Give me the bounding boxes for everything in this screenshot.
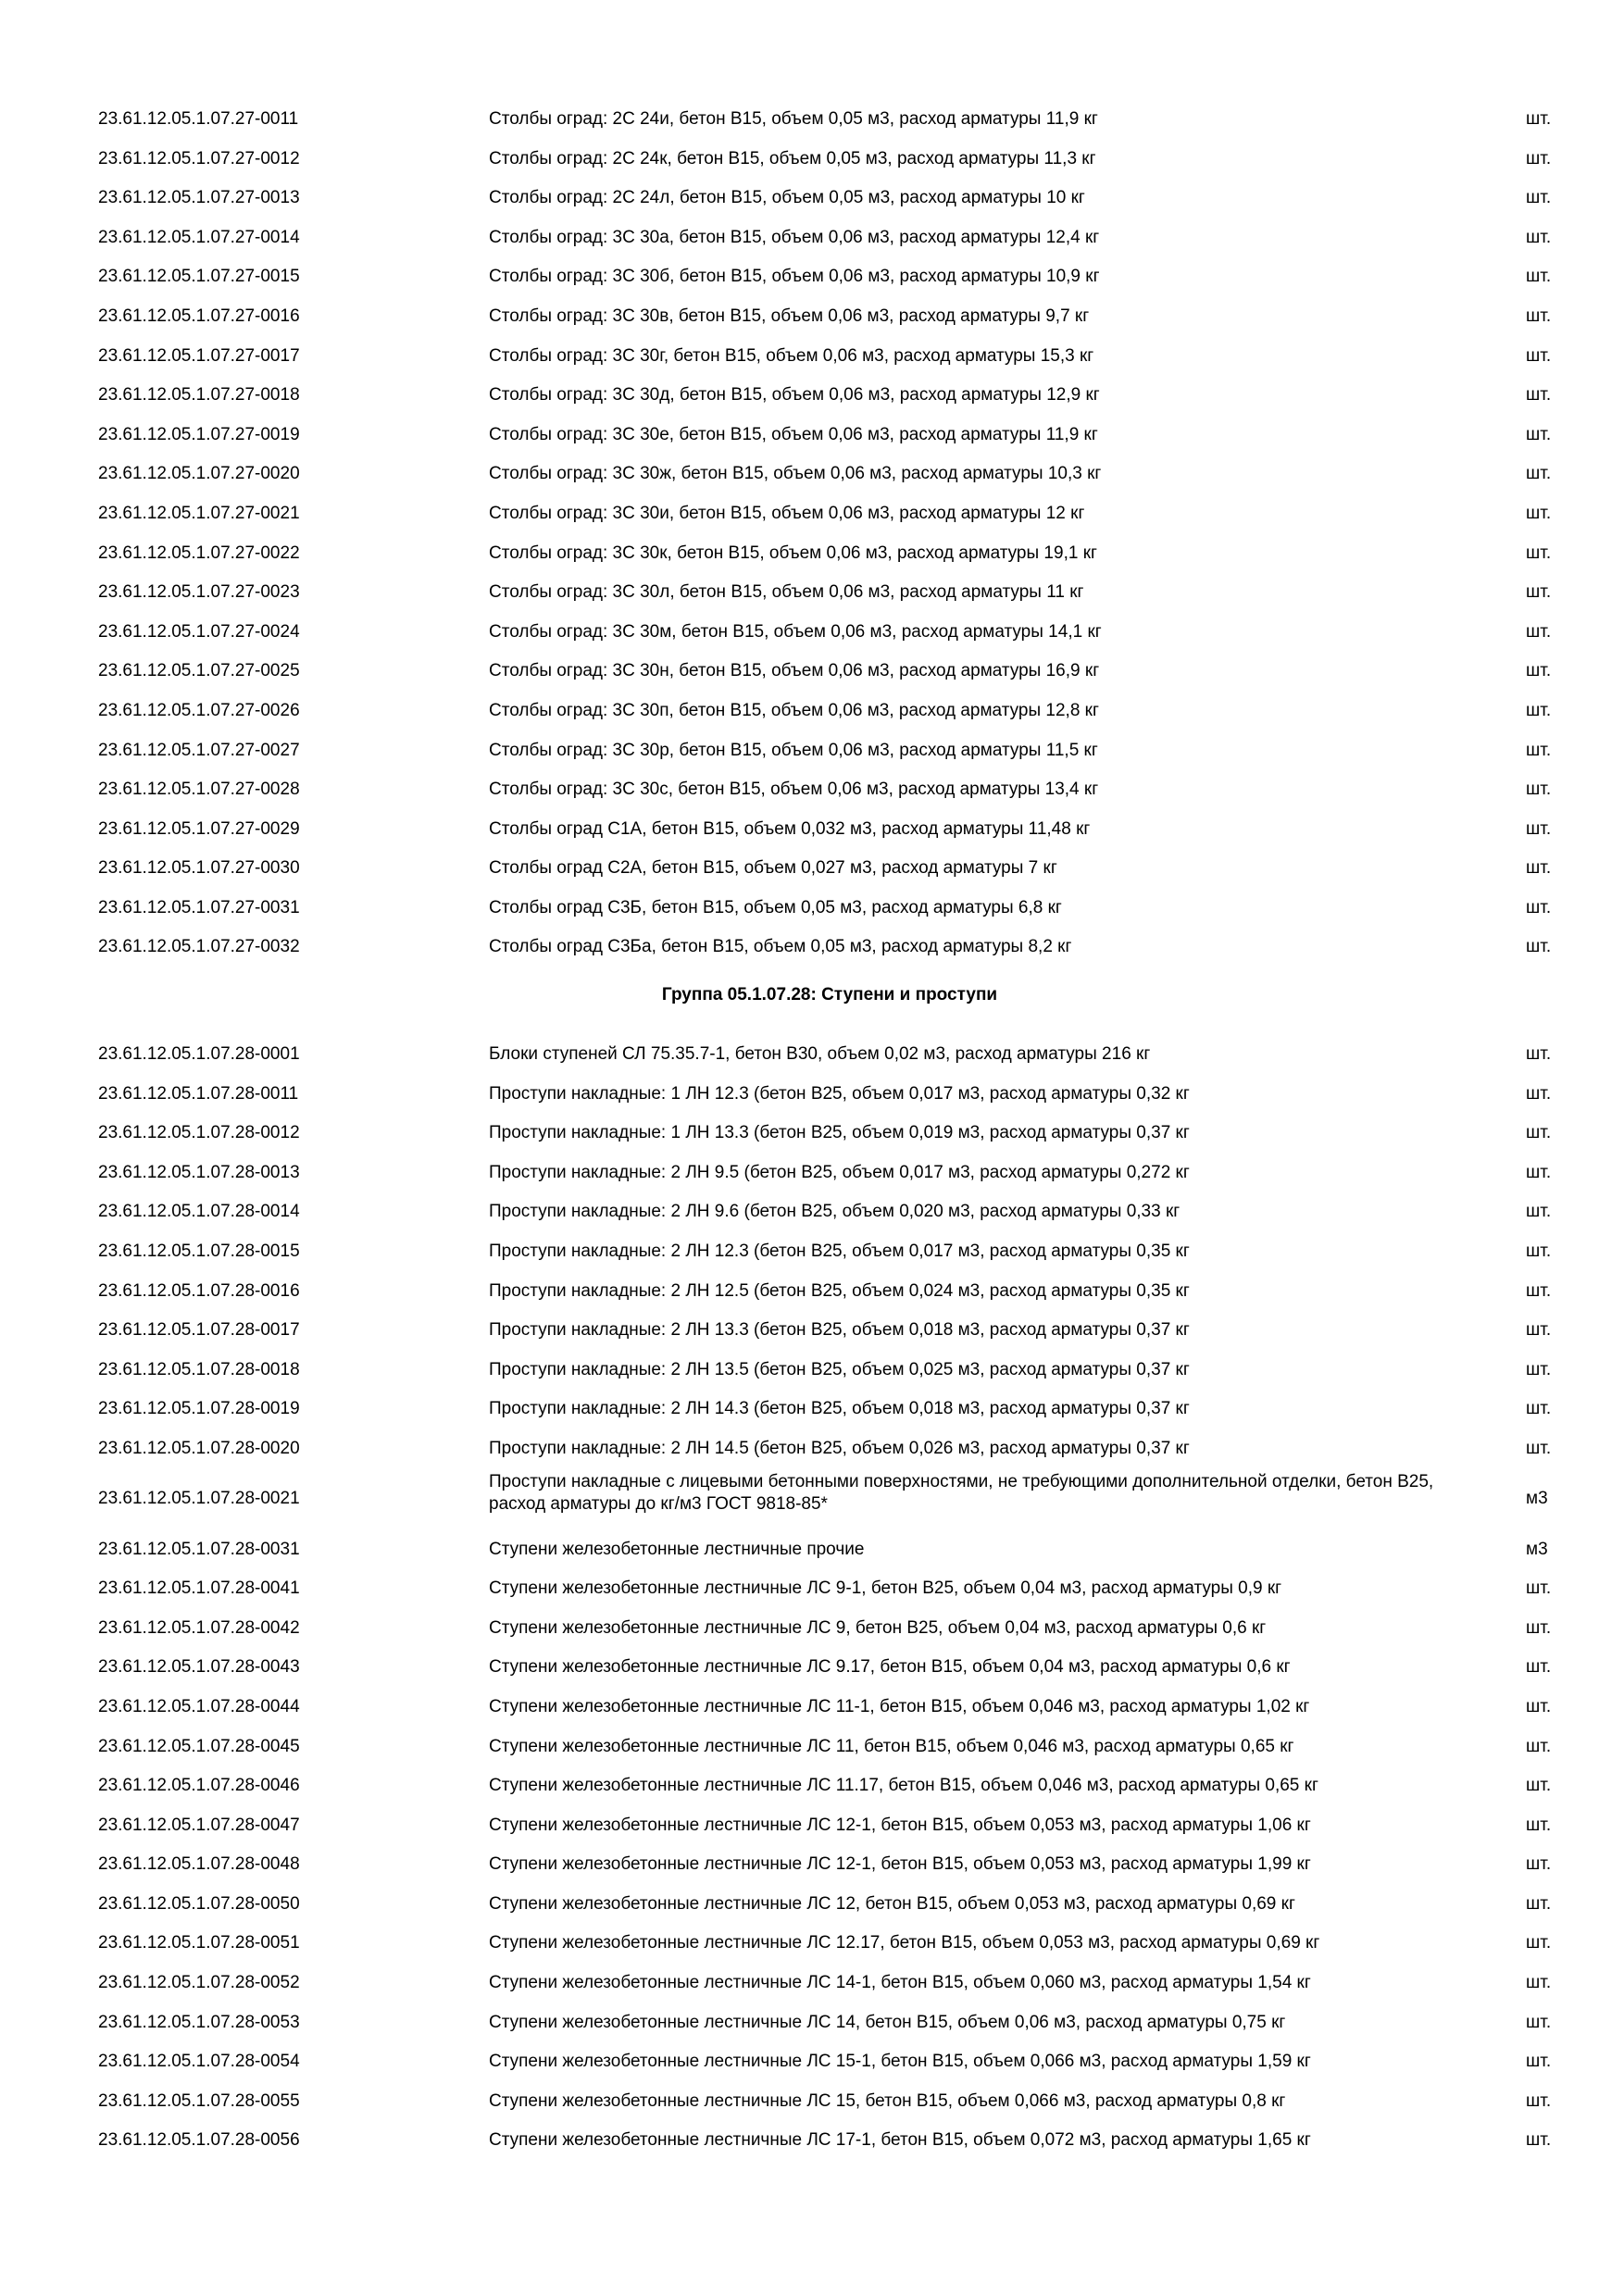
table-row bbox=[98, 2081, 1561, 2121]
table-row bbox=[98, 415, 1561, 455]
resource-name: Столбы оград: 3С 30а, бетон В15, объем 0,06 м3, расход арматуры 12,4 кг bbox=[489, 227, 1100, 247]
resource-code: 23.61.12.05.1.07.28-0051 bbox=[98, 1933, 300, 1953]
resource-code: 23.61.12.05.1.07.28-0053 bbox=[98, 2012, 300, 2032]
resource-unit: шт. bbox=[1526, 1320, 1552, 1341]
resource-name: Проступи накладные: 2 ЛН 14.3 (бетон В25, объем 0,018 м3, расход арматуры 0,37 кг bbox=[489, 1399, 1190, 1419]
resource-unit: шт. bbox=[1526, 1399, 1552, 1419]
resource-unit: шт. bbox=[1526, 2052, 1552, 2072]
group-heading-28 bbox=[98, 965, 1561, 1033]
resource-unit: шт. bbox=[1526, 621, 1552, 642]
resource-code: 23.61.12.05.1.07.28-0015 bbox=[98, 1241, 300, 1261]
table-row bbox=[98, 691, 1561, 730]
table-row bbox=[98, 1271, 1561, 1311]
resource-code: 23.61.12.05.1.07.27-0027 bbox=[98, 740, 300, 760]
resource-code: 23.61.12.05.1.07.28-0021 bbox=[98, 1488, 300, 1508]
resource-unit: шт. bbox=[1526, 897, 1552, 917]
resource-unit: шт. bbox=[1526, 780, 1552, 800]
resource-name: Столбы оград С3Б, бетон В15, объем 0,05 м3, расход арматуры 6,8 кг bbox=[489, 897, 1062, 917]
table-row bbox=[98, 2120, 1561, 2160]
table-row bbox=[98, 1153, 1561, 1192]
resource-unit: шт. bbox=[1526, 1736, 1552, 1756]
resource-code: 23.61.12.05.1.07.27-0019 bbox=[98, 424, 300, 444]
resource-name: Столбы оград С2А, бетон В15, объем 0,027 м3, расход арматуры 7 кг bbox=[489, 858, 1057, 879]
resource-unit: шт. bbox=[1526, 1854, 1552, 1875]
table-row bbox=[98, 1192, 1561, 1231]
resource-code: 23.61.12.05.1.07.28-0012 bbox=[98, 1123, 300, 1143]
resource-unit: шт. bbox=[1526, 1933, 1552, 1953]
resource-name: Ступени железобетонные лестничные ЛС 9.17, бетон В15, объем 0,04 м3, расход арматуры 0,6 кг bbox=[489, 1657, 1291, 1678]
table-row bbox=[98, 1647, 1561, 1687]
table-row bbox=[98, 1963, 1561, 2003]
resource-name: Ступени железобетонные лестничные ЛС 12-1, бетон В15, объем 0,053 м3, расход арматуры 1,99 кг bbox=[489, 1854, 1311, 1875]
resource-code: 23.61.12.05.1.07.27-0018 bbox=[98, 385, 300, 406]
resource-name: Столбы оград: 2С 24и, бетон В15, объем 0,05 м3, расход арматуры 11,9 кг bbox=[489, 109, 1098, 129]
resource-name: Столбы оград: 3С 30е, бетон В15, объем 0,06 м3, расход арматуры 11,9 кг bbox=[489, 424, 1098, 444]
table-row bbox=[98, 218, 1561, 257]
resource-name: Ступени железобетонные лестничные ЛС 12, бетон В15, объем 0,053 м3, расход арматуры 0,69 кг bbox=[489, 1893, 1295, 1914]
table-row bbox=[98, 1074, 1561, 1114]
table-row bbox=[98, 1923, 1561, 1963]
resource-code: 23.61.12.05.1.07.27-0022 bbox=[98, 543, 300, 563]
resource-unit: шт. bbox=[1526, 582, 1552, 603]
table-row bbox=[98, 336, 1561, 376]
resource-name: Столбы оград: 3С 30с, бетон В15, объем 0,06 м3, расход арматуры 13,4 кг bbox=[489, 780, 1099, 800]
resource-unit: шт. bbox=[1526, 345, 1552, 366]
resource-code: 23.61.12.05.1.07.28-0018 bbox=[98, 1359, 300, 1379]
resource-code: 23.61.12.05.1.07.28-0016 bbox=[98, 1280, 300, 1301]
resource-code: 23.61.12.05.1.07.28-0019 bbox=[98, 1399, 300, 1419]
resource-name: Столбы оград: 3С 30д, бетон В15, объем 0,06 м3, расход арматуры 12,9 кг bbox=[489, 385, 1100, 406]
resource-code: 23.61.12.05.1.07.28-0001 bbox=[98, 1044, 300, 1064]
resource-name: Проступи накладные: 2 ЛН 9.5 (бетон В25, объем 0,017 м3, расход арматуры 0,272 кг bbox=[489, 1162, 1190, 1182]
resource-code: 23.61.12.05.1.07.27-0025 bbox=[98, 661, 300, 681]
resource-unit: шт. bbox=[1526, 227, 1552, 247]
resource-code: 23.61.12.05.1.07.27-0021 bbox=[98, 503, 300, 523]
resource-name: Проступи накладные: 2 ЛН 13.3 (бетон В25, объем 0,018 м3, расход арматуры 0,37 кг bbox=[489, 1320, 1190, 1341]
resource-name: Проступи накладные: 2 ЛН 9.6 (бетон В25, объем 0,020 м3, расход арматуры 0,33 кг bbox=[489, 1202, 1181, 1222]
resource-unit: шт. bbox=[1526, 1438, 1552, 1458]
resource-name: Проступи накладные: 1 ЛН 13.3 (бетон В25, объем 0,019 м3, расход арматуры 0,37 кг bbox=[489, 1123, 1190, 1143]
table-row bbox=[98, 809, 1561, 849]
resource-name: Проступи накладные: 1 ЛН 12.3 (бетон В25, объем 0,017 м3, расход арматуры 0,32 кг bbox=[489, 1083, 1190, 1104]
table-row bbox=[98, 178, 1561, 218]
table-row bbox=[98, 1113, 1561, 1153]
resource-name: Столбы оград: 3С 30г, бетон В15, объем 0,06 м3, расход арматуры 15,3 кг bbox=[489, 345, 1094, 366]
resource-code: 23.61.12.05.1.07.27-0028 bbox=[98, 780, 300, 800]
table-row bbox=[98, 1568, 1561, 1608]
resource-unit: шт. bbox=[1526, 661, 1552, 681]
resource-code: 23.61.12.05.1.07.27-0016 bbox=[98, 306, 300, 326]
resource-name: Ступени железобетонные лестничные прочие bbox=[489, 1539, 865, 1559]
resource-name: Столбы оград: 3С 30н, бетон В15, объем 0,06 м3, расход арматуры 16,9 кг bbox=[489, 661, 1100, 681]
resource-code: 23.61.12.05.1.07.28-0013 bbox=[98, 1162, 300, 1182]
resource-code: 23.61.12.05.1.07.27-0023 bbox=[98, 582, 300, 603]
resource-name: Столбы оград: 3С 30п, бетон В15, объем 0,06 м3, расход арматуры 12,8 кг bbox=[489, 700, 1099, 720]
resource-unit: шт. bbox=[1526, 1162, 1552, 1182]
resource-unit: шт. bbox=[1526, 464, 1552, 484]
resource-name: Проступи накладные: 2 ЛН 14.5 (бетон В25, объем 0,026 м3, расход арматуры 0,37 кг bbox=[489, 1438, 1190, 1458]
resource-unit: м3 bbox=[1526, 1488, 1548, 1508]
resource-unit: шт. bbox=[1526, 148, 1552, 168]
resource-code: 23.61.12.05.1.07.27-0011 bbox=[98, 109, 299, 129]
resource-name: Ступени железобетонные лестничные ЛС 14, бетон В15, объем 0,06 м3, расход арматуры 0,75 кг bbox=[489, 2012, 1286, 2032]
table-row bbox=[98, 848, 1561, 888]
table-row bbox=[98, 1468, 1561, 1529]
resource-code: 23.61.12.05.1.07.28-0045 bbox=[98, 1736, 300, 1756]
table-row bbox=[98, 1310, 1561, 1350]
resource-code: 23.61.12.05.1.07.27-0014 bbox=[98, 227, 300, 247]
resource-code: 23.61.12.05.1.07.27-0020 bbox=[98, 464, 300, 484]
resource-unit: шт. bbox=[1526, 1241, 1552, 1261]
resource-name: Столбы оград: 3С 30л, бетон В15, объем 0,06 м3, расход арматуры 11 кг bbox=[489, 582, 1084, 603]
resource-name: Проступи накладные: 2 ЛН 12.5 (бетон В25, объем 0,024 м3, расход арматуры 0,35 кг bbox=[489, 1280, 1190, 1301]
group-title-text: Группа 05.1.07.28: Ступени и проступи bbox=[661, 985, 998, 1004]
table-row bbox=[98, 139, 1561, 179]
resource-unit: шт. bbox=[1526, 1815, 1552, 1835]
resource-code: 23.61.12.05.1.07.27-0031 bbox=[98, 897, 300, 917]
resource-name: Столбы оград: 3С 30б, бетон В15, объем 0,06 м3, расход арматуры 10,9 кг bbox=[489, 267, 1100, 287]
table-row bbox=[98, 375, 1561, 415]
resource-name: Столбы оград: 3С 30в, бетон В15, объем 0,06 м3, расход арматуры 9,7 кг bbox=[489, 306, 1090, 326]
price-table-group-28 bbox=[98, 1034, 1561, 2160]
table-row bbox=[98, 454, 1561, 493]
table-row bbox=[98, 927, 1561, 967]
price-table-group-27 bbox=[98, 99, 1561, 967]
resource-name: Проступи накладные с лицевыми бетонными поверхностями, не требующими дополнительной отделки, бетон В25, расход арматуры до кг/м3 ГОСТ 9818-85* bbox=[489, 1471, 1434, 1514]
table-row bbox=[98, 1350, 1561, 1390]
resource-code: 23.61.12.05.1.07.28-0046 bbox=[98, 1776, 300, 1796]
resource-code: 23.61.12.05.1.07.28-0020 bbox=[98, 1438, 300, 1458]
table-row bbox=[98, 533, 1561, 573]
resource-unit: шт. bbox=[1526, 188, 1552, 208]
resource-code: 23.61.12.05.1.07.27-0015 bbox=[98, 267, 300, 287]
resource-code: 23.61.12.05.1.07.27-0013 bbox=[98, 188, 300, 208]
table-row bbox=[98, 1389, 1561, 1429]
resource-code: 23.61.12.05.1.07.28-0041 bbox=[98, 1578, 300, 1599]
resource-name: Столбы оград: 2С 24к, бетон В15, объем 0,05 м3, расход арматуры 11,3 кг bbox=[489, 148, 1096, 168]
resource-code: 23.61.12.05.1.07.28-0043 bbox=[98, 1657, 300, 1678]
resource-unit: шт. bbox=[1526, 1044, 1552, 1064]
resource-unit: шт. bbox=[1526, 267, 1552, 287]
resource-code: 23.61.12.05.1.07.27-0026 bbox=[98, 700, 300, 720]
resource-name: Проступи накладные: 2 ЛН 12.3 (бетон В25, объем 0,017 м3, расход арматуры 0,35 кг bbox=[489, 1241, 1190, 1261]
resource-name: Ступени железобетонные лестничные ЛС 11.17, бетон В15, объем 0,046 м3, расход арматуры 0,65 кг bbox=[489, 1776, 1318, 1796]
resource-unit: шт. bbox=[1526, 818, 1552, 839]
resource-code: 23.61.12.05.1.07.28-0050 bbox=[98, 1893, 300, 1914]
resource-unit: шт. bbox=[1526, 1578, 1552, 1599]
resource-unit: шт. bbox=[1526, 543, 1552, 563]
resource-name: Столбы оград: 3С 30р, бетон В15, объем 0,06 м3, расход арматуры 11,5 кг bbox=[489, 740, 1098, 760]
resource-unit: шт. bbox=[1526, 1359, 1552, 1379]
resource-unit: шт. bbox=[1526, 740, 1552, 760]
resource-unit: шт. bbox=[1526, 424, 1552, 444]
resource-name: Столбы оград: 3С 30ж, бетон В15, объем 0,06 м3, расход арматуры 10,3 кг bbox=[489, 464, 1102, 484]
resource-unit: шт. bbox=[1526, 1893, 1552, 1914]
resource-code: 23.61.12.05.1.07.28-0042 bbox=[98, 1617, 300, 1638]
resource-name: Столбы оград: 3С 30м, бетон В15, объем 0,06 м3, расход арматуры 14,1 кг bbox=[489, 621, 1102, 642]
table-row bbox=[98, 493, 1561, 533]
resource-unit: шт. bbox=[1526, 700, 1552, 720]
table-row bbox=[98, 572, 1561, 612]
table-row bbox=[98, 1687, 1561, 1727]
resource-code: 23.61.12.05.1.07.27-0024 bbox=[98, 621, 300, 642]
resource-unit: шт. bbox=[1526, 1202, 1552, 1222]
table-row bbox=[98, 1884, 1561, 1924]
resource-code: 23.61.12.05.1.07.28-0014 bbox=[98, 1202, 300, 1222]
resource-unit: шт. bbox=[1526, 1973, 1552, 1993]
table-row bbox=[98, 1727, 1561, 1766]
resource-unit: шт. bbox=[1526, 1123, 1552, 1143]
resource-code: 23.61.12.05.1.07.28-0047 bbox=[98, 1815, 300, 1835]
resource-code: 23.61.12.05.1.07.28-0031 bbox=[98, 1539, 300, 1559]
resource-unit: шт. bbox=[1526, 1776, 1552, 1796]
resource-code: 23.61.12.05.1.07.27-0012 bbox=[98, 148, 300, 168]
table-row bbox=[98, 1231, 1561, 1271]
resource-name: Блоки ступеней СЛ 75.35.7-1, бетон В30, объем 0,02 м3, расход арматуры 216 кг bbox=[489, 1044, 1151, 1064]
resource-code: 23.61.12.05.1.07.28-0052 bbox=[98, 1973, 300, 1993]
table-row bbox=[98, 99, 1561, 139]
resource-name: Ступени железобетонные лестничные ЛС 12.17, бетон В15, объем 0,053 м3, расход арматуры 0,69 кг bbox=[489, 1933, 1320, 1953]
resource-unit: шт. bbox=[1526, 2130, 1552, 2151]
resource-code: 23.61.12.05.1.07.28-0048 bbox=[98, 1854, 300, 1875]
resource-name: Столбы оград С1А, бетон В15, объем 0,032 м3, расход арматуры 11,48 кг bbox=[489, 818, 1091, 839]
resource-name: Ступени железобетонные лестничные ЛС 15-1, бетон В15, объем 0,066 м3, расход арматуры 1,59 кг bbox=[489, 2052, 1311, 2072]
resource-code: 23.61.12.05.1.07.27-0030 bbox=[98, 858, 300, 879]
resource-name: Ступени железобетонные лестничные ЛС 12-1, бетон В15, объем 0,053 м3, расход арматуры 1,06 кг bbox=[489, 1815, 1311, 1835]
resource-code: 23.61.12.05.1.07.28-0054 bbox=[98, 2052, 300, 2072]
table-row bbox=[98, 1608, 1561, 1648]
resource-unit: шт. bbox=[1526, 385, 1552, 406]
table-row bbox=[98, 612, 1561, 652]
resource-code: 23.61.12.05.1.07.28-0044 bbox=[98, 1696, 300, 1716]
resource-name: Столбы оград: 3С 30и, бетон В15, объем 0,06 м3, расход арматуры 12 кг bbox=[489, 503, 1085, 523]
table-row bbox=[98, 1034, 1561, 1074]
resource-unit: шт. bbox=[1526, 109, 1552, 129]
table-row bbox=[98, 2041, 1561, 2081]
resource-unit: шт. bbox=[1526, 1083, 1552, 1104]
resource-name: Ступени железобетонные лестничные ЛС 11-1, бетон В15, объем 0,046 м3, расход арматуры 1,02 кг bbox=[489, 1696, 1310, 1716]
resource-code: 23.61.12.05.1.07.28-0011 bbox=[98, 1083, 299, 1104]
table-row bbox=[98, 730, 1561, 770]
resource-name: Столбы оград: 2С 24л, бетон В15, объем 0,05 м3, расход арматуры 10 кг bbox=[489, 188, 1085, 208]
resource-name: Ступени железобетонные лестничные ЛС 11, бетон В15, объем 0,046 м3, расход арматуры 0,65 кг bbox=[489, 1736, 1294, 1756]
group-title bbox=[98, 965, 1561, 1033]
resource-unit: шт. bbox=[1526, 1617, 1552, 1638]
table-row bbox=[98, 1844, 1561, 1884]
resource-unit: шт. bbox=[1526, 1280, 1552, 1301]
table-row bbox=[98, 1529, 1561, 1569]
resource-unit: шт. bbox=[1526, 1696, 1552, 1716]
table-row bbox=[98, 769, 1561, 809]
resource-unit: м3 bbox=[1526, 1539, 1548, 1559]
resource-code: 23.61.12.05.1.07.28-0017 bbox=[98, 1320, 300, 1341]
table-row bbox=[98, 2003, 1561, 2042]
resource-code: 23.61.12.05.1.07.28-0056 bbox=[98, 2130, 300, 2151]
resource-unit: шт. bbox=[1526, 503, 1552, 523]
resource-unit: шт. bbox=[1526, 2090, 1552, 2111]
resource-name: Столбы оград С3Ба, бетон В15, объем 0,05 м3, расход арматуры 8,2 кг bbox=[489, 937, 1072, 957]
table-row bbox=[98, 1429, 1561, 1468]
resource-unit: шт. bbox=[1526, 937, 1552, 957]
resource-code: 23.61.12.05.1.07.28-0055 bbox=[98, 2090, 300, 2111]
table-row bbox=[98, 651, 1561, 691]
table-row bbox=[98, 1805, 1561, 1845]
table-row bbox=[98, 1766, 1561, 1805]
resource-name: Ступени железобетонные лестничные ЛС 14-1, бетон В15, объем 0,060 м3, расход арматуры 1,54 кг bbox=[489, 1973, 1311, 1993]
table-row bbox=[98, 296, 1561, 336]
resource-unit: шт. bbox=[1526, 858, 1552, 879]
resource-unit: шт. bbox=[1526, 306, 1552, 326]
resource-unit: шт. bbox=[1526, 1657, 1552, 1678]
table-row bbox=[98, 256, 1561, 296]
resource-unit: шт. bbox=[1526, 2012, 1552, 2032]
resource-code: 23.61.12.05.1.07.27-0029 bbox=[98, 818, 300, 839]
table-row bbox=[98, 888, 1561, 928]
resource-code: 23.61.12.05.1.07.27-0017 bbox=[98, 345, 300, 366]
resource-name: Ступени железобетонные лестничные ЛС 17-1, бетон В15, объем 0,072 м3, расход арматуры 1,65 кг bbox=[489, 2130, 1311, 2151]
resource-code: 23.61.12.05.1.07.27-0032 bbox=[98, 937, 300, 957]
resource-name: Ступени железобетонные лестничные ЛС 9, бетон В25, объем 0,04 м3, расход арматуры 0,6 кг bbox=[489, 1617, 1267, 1638]
resource-name: Ступени железобетонные лестничные ЛС 9-1, бетон В25, объем 0,04 м3, расход арматуры 0,9 кг bbox=[489, 1578, 1282, 1599]
resource-name: Проступи накладные: 2 ЛН 13.5 (бетон В25, объем 0,025 м3, расход арматуры 0,37 кг bbox=[489, 1359, 1190, 1379]
resource-name: Столбы оград: 3С 30к, бетон В15, объем 0,06 м3, расход арматуры 19,1 кг bbox=[489, 543, 1097, 563]
resource-name: Ступени железобетонные лестничные ЛС 15, бетон В15, объем 0,066 м3, расход арматуры 0,8 кг bbox=[489, 2090, 1286, 2111]
